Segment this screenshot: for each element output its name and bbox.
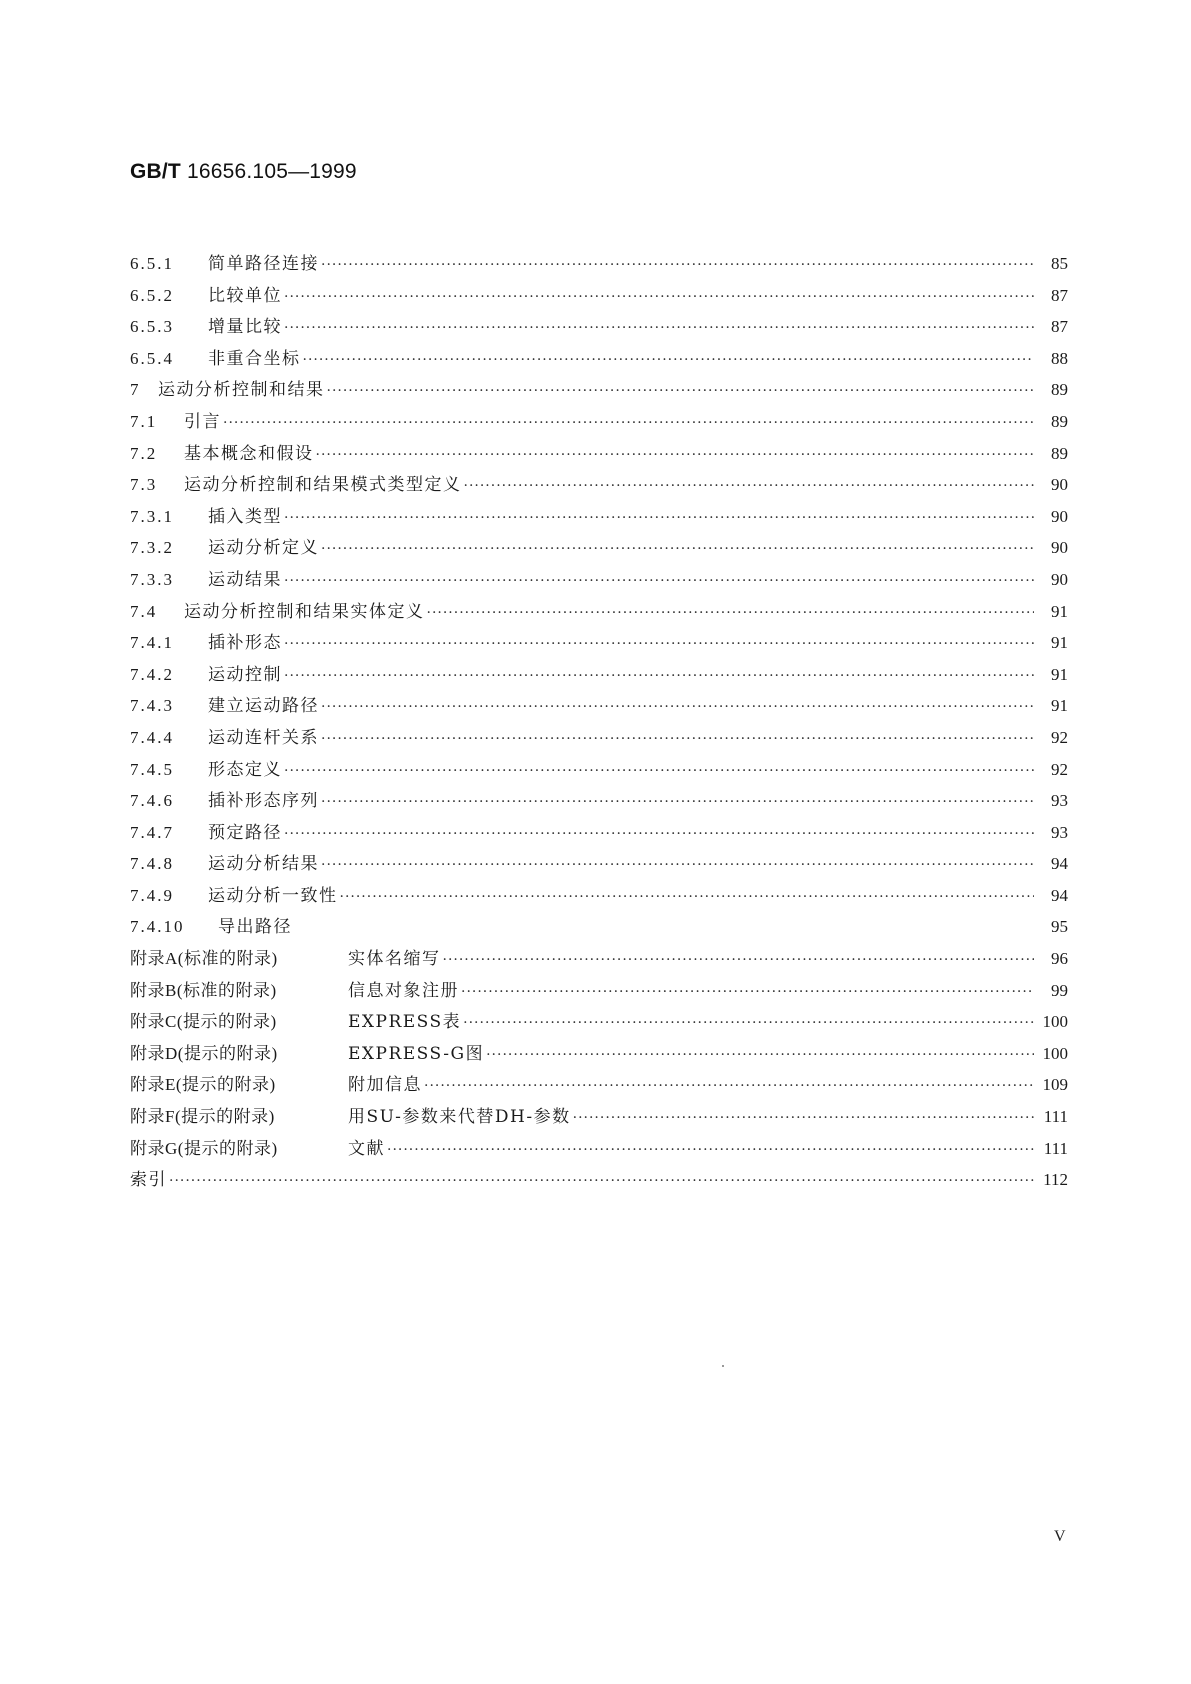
toc-leader-dots xyxy=(443,945,1035,977)
toc-entry-title: 运动分析控制和结果实体定义 xyxy=(184,601,425,622)
toc-entry-title: 非重合坐标 xyxy=(208,348,301,369)
toc-entry-number: 6.5.1 xyxy=(130,254,174,273)
toc-entry-page: 89 xyxy=(1051,443,1068,463)
toc-entry-number: 7.4 xyxy=(130,601,158,621)
toc-leader-dots xyxy=(284,503,1034,535)
toc-leader-dots xyxy=(303,345,1035,377)
toc-entry[interactable] xyxy=(130,817,1068,849)
toc-entry-page: 87 xyxy=(1051,317,1068,337)
toc-entry-number: 7.4.7 xyxy=(130,822,174,842)
toc-entry-number: 7.4.2 xyxy=(130,664,174,684)
toc-leader-dots xyxy=(321,787,1034,819)
toc-entry-number: 附录E(提示的附录) xyxy=(130,1075,276,1095)
toc-entry-title: 插补形态 xyxy=(208,633,282,654)
toc-leader-dots xyxy=(284,629,1034,661)
toc-entry-page: 88 xyxy=(1051,348,1068,368)
standard-prefix: GB/T xyxy=(130,160,181,183)
toc-entry[interactable] xyxy=(130,596,1068,628)
toc-entry-number: 7.4.10 xyxy=(130,917,185,937)
toc-entry-page: 90 xyxy=(1051,538,1068,558)
toc-entry[interactable] xyxy=(130,564,1068,596)
toc-entry[interactable] xyxy=(130,374,1068,406)
toc-entry[interactable] xyxy=(130,943,1068,975)
toc-entry-title: 运动连杆关系 xyxy=(208,727,319,748)
toc-entry-title: 实体名缩写 xyxy=(348,949,441,970)
toc-entry-page: 109 xyxy=(1042,1075,1068,1095)
toc-leader-dots xyxy=(316,440,1035,472)
toc-entry-number: 7.4.3 xyxy=(130,696,174,716)
toc-entry-number: 7.3.2 xyxy=(130,538,174,558)
toc-entry[interactable] xyxy=(130,248,1068,280)
toc-entry[interactable] xyxy=(130,848,1068,880)
toc-entry-title: 运动分析一致性 xyxy=(208,885,338,906)
toc-entry[interactable] xyxy=(130,1069,1068,1101)
toc-entry-page: 91 xyxy=(1051,633,1068,653)
toc-leader-dots xyxy=(321,724,1034,756)
toc-entry[interactable] xyxy=(130,280,1068,312)
toc-entry-number: 6.5.2 xyxy=(130,285,174,305)
toc-leader-dots xyxy=(284,313,1034,345)
toc-entry-number: 6.5.4 xyxy=(130,348,174,368)
toc-entry[interactable] xyxy=(130,880,1068,912)
toc-entry-page: 94 xyxy=(1051,854,1068,874)
toc-entry-number: 7.3 xyxy=(130,475,158,495)
toc-entry-title: 运动分析结果 xyxy=(208,854,319,875)
toc-entry[interactable] xyxy=(130,1101,1068,1133)
toc-entry-title: 建立运动路径 xyxy=(208,696,319,717)
toc-entry-title: 导出路径 xyxy=(218,917,292,938)
toc-entry-title: 运动结果 xyxy=(208,569,282,590)
toc-entry-number: 7.1 xyxy=(130,411,158,431)
toc-entry-page: 92 xyxy=(1051,759,1068,779)
toc-leader-dots xyxy=(486,1040,1034,1072)
toc-entry-number: 7.2 xyxy=(130,443,158,463)
toc-entry[interactable] xyxy=(130,311,1068,343)
toc-entry-page: 90 xyxy=(1051,569,1068,589)
toc-entry-number: 7.4.1 xyxy=(130,633,174,653)
scan-speck xyxy=(722,1365,724,1367)
toc-entry[interactable] xyxy=(130,627,1068,659)
toc-entry-number: 附录B(标准的附录) xyxy=(130,980,277,1000)
toc-leader-dots xyxy=(321,850,1034,882)
toc-entry-page: 111 xyxy=(1043,1107,1068,1127)
toc-entry-number: 附录D(提示的附录) xyxy=(130,1043,278,1063)
toc-entry[interactable] xyxy=(130,1038,1068,1070)
toc-entry-page: 100 xyxy=(1042,1012,1068,1032)
toc-entry-page: 92 xyxy=(1051,727,1068,747)
toc-entry[interactable] xyxy=(130,911,1068,943)
toc-entry-number: 7.3.3 xyxy=(130,569,174,589)
toc-entry[interactable] xyxy=(130,501,1068,533)
toc-entry-number: 7.4.5 xyxy=(130,759,174,779)
toc-entry-title: 插补形态序列 xyxy=(208,791,319,812)
standard-number: 16656.105—1999 xyxy=(180,160,357,183)
toc-entry-title: EXPRESS-G图 xyxy=(348,1043,485,1064)
toc-leader-dots xyxy=(573,1103,1034,1135)
toc-entry-title: 运动分析控制和结果模式类型定义 xyxy=(184,475,462,496)
toc-entry-number: 7.4.6 xyxy=(130,791,174,811)
toc-entry[interactable] xyxy=(130,754,1068,786)
toc-entry-page: 93 xyxy=(1051,791,1068,811)
toc-entry-page: 90 xyxy=(1051,506,1068,526)
toc-entry[interactable] xyxy=(130,1006,1068,1038)
toc-leader-dots xyxy=(321,534,1034,566)
toc-entry-title: 信息对象注册 xyxy=(348,980,459,1001)
toc-entry-title: 运动控制 xyxy=(208,664,282,685)
toc-entry-number: 7 xyxy=(130,380,141,400)
toc-entry-page: 91 xyxy=(1051,696,1068,716)
toc-entry-page: 94 xyxy=(1051,885,1068,905)
toc-entry-page: 96 xyxy=(1051,949,1068,969)
toc-entry-title: 索引 xyxy=(130,1170,167,1191)
toc-entry-number: 7.3.1 xyxy=(130,506,174,526)
toc-leader-dots xyxy=(284,756,1034,788)
toc-entry-page: 100 xyxy=(1042,1043,1068,1063)
toc-leader-dots xyxy=(284,661,1034,693)
toc-entry-page: 91 xyxy=(1051,601,1068,621)
toc-entry-number: 附录G(提示的附录) xyxy=(130,1138,278,1158)
toc-entry-number: 附录A(标准的附录) xyxy=(130,949,278,969)
toc-entry[interactable] xyxy=(130,532,1068,564)
toc-entry-number: 附录C(提示的附录) xyxy=(130,1012,277,1032)
toc-entry-title: 简单路径连接 xyxy=(208,254,319,274)
toc-leader-dots xyxy=(321,692,1034,724)
toc-leader-dots xyxy=(321,250,1034,282)
table-of-contents xyxy=(130,248,1068,1196)
toc-entry-title: 文献 xyxy=(348,1138,385,1159)
toc-entry-number: 6.5.3 xyxy=(130,317,174,337)
toc-entry-number: 7.4.9 xyxy=(130,885,174,905)
toc-entry-page: 112 xyxy=(1043,1170,1068,1190)
toc-entry-page: 85 xyxy=(1051,254,1068,273)
toc-entry-number: 附录F(提示的附录) xyxy=(130,1107,275,1127)
toc-leader-dots xyxy=(284,282,1034,314)
toc-entry-page: 89 xyxy=(1051,411,1068,431)
toc-entry-title: 基本概念和假设 xyxy=(184,443,314,464)
toc-entry-title: 预定路径 xyxy=(208,822,282,843)
toc-leader-dots xyxy=(169,1166,1034,1198)
toc-entry-page: 90 xyxy=(1051,475,1068,495)
toc-entry-title: 插入类型 xyxy=(208,506,282,527)
toc-entry[interactable] xyxy=(130,438,1068,470)
toc-entry-title: EXPRESS表 xyxy=(348,1012,462,1033)
toc-leader-dots xyxy=(223,408,1034,440)
toc-entry-page: 95 xyxy=(1051,917,1068,937)
document-code xyxy=(130,160,357,184)
toc-leader-dots xyxy=(284,566,1034,598)
toc-entry[interactable] xyxy=(130,1164,1068,1196)
toc-entry[interactable] xyxy=(130,722,1068,754)
toc-entry-title: 用SU-参数来代替DH-参数 xyxy=(348,1107,571,1128)
toc-leader-dots xyxy=(427,598,1035,630)
toc-entry-title: 附加信息 xyxy=(348,1075,422,1096)
toc-leader-dots xyxy=(327,376,1035,408)
toc-leader-dots xyxy=(424,1071,1034,1103)
toc-entry-page: 89 xyxy=(1051,380,1068,400)
toc-entry[interactable] xyxy=(130,469,1068,501)
toc-entry[interactable] xyxy=(130,690,1068,722)
toc-entry-number: 7.4.8 xyxy=(130,854,174,874)
toc-entry[interactable] xyxy=(130,1133,1068,1165)
toc-entry-title: 引言 xyxy=(184,411,221,432)
toc-entry[interactable] xyxy=(130,659,1068,691)
toc-entry-page: 91 xyxy=(1051,664,1068,684)
toc-leader-dots xyxy=(461,977,1034,1009)
toc-entry[interactable] xyxy=(130,785,1068,817)
toc-entry[interactable] xyxy=(130,406,1068,438)
toc-entry-title: 形态定义 xyxy=(208,759,282,780)
toc-entry[interactable] xyxy=(130,975,1068,1007)
toc-entry-title: 增量比较 xyxy=(208,317,282,338)
toc-entry-page: 87 xyxy=(1051,285,1068,305)
toc-entry-page: 93 xyxy=(1051,822,1068,842)
toc-entry-page: 99 xyxy=(1051,980,1068,1000)
toc-entry-page: 111 xyxy=(1043,1138,1068,1158)
toc-entry-title: 比较单位 xyxy=(208,285,282,306)
toc-entry-title: 运动分析定义 xyxy=(208,538,319,559)
toc-entry-title: 运动分析控制和结果 xyxy=(158,380,325,401)
toc-leader-dots xyxy=(464,471,1035,503)
page-number: V xyxy=(1054,1528,1066,1545)
toc-entry-number: 7.4.4 xyxy=(130,727,174,747)
toc-leader-dots xyxy=(463,1008,1034,1040)
toc-leader-dots xyxy=(284,819,1034,851)
toc-leader-dots xyxy=(387,1135,1034,1167)
toc-entry[interactable] xyxy=(130,343,1068,375)
toc-leader-dots xyxy=(340,882,1035,914)
